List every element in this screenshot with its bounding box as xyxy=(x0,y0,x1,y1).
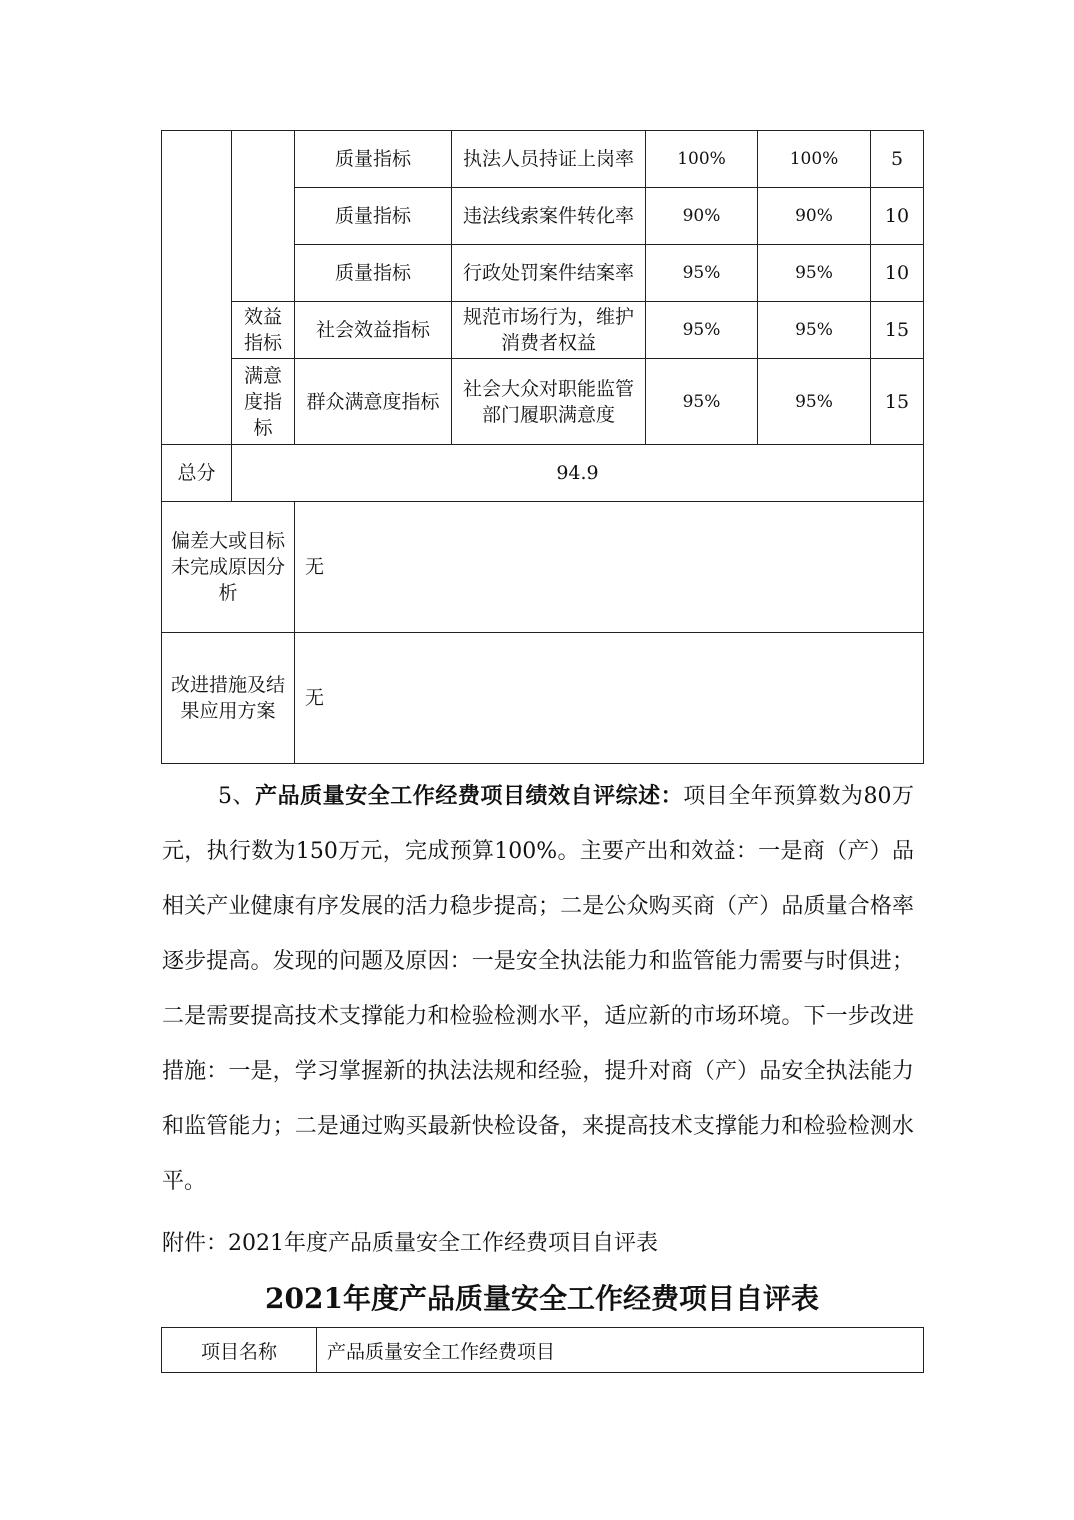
summary-body: 项目全年预算数为80万元，执行数为150万元，完成预算100%。主要产出和效益：一是商（产）品相关产业健康有序发展的活力稳步提高；二是公众购买商（产）品质量合格率逐步提高。发现的问题及原因：一是安全执法能力和监管能力需要与时俱进；二是需要提高技术支撑能力和检验检测水平，适应新的市场环境。下一步改进措施：一是，学习掌握新的执法法规和经验，提升对商（产）品安全执法能力和监管能力；二是通过购买最新快检设备，来提高技术支撑能力和检验检测水平。 xyxy=(162,784,914,1194)
score-cell: 5 xyxy=(871,131,924,188)
indicator-cell: 群众满意度指标 xyxy=(295,359,452,445)
category-cell: 效益指标 xyxy=(232,302,295,359)
table-row xyxy=(162,302,924,359)
table-row xyxy=(162,131,924,188)
total-row xyxy=(162,445,924,502)
score-cell: 15 xyxy=(871,359,924,445)
deviation-value: 无 xyxy=(295,502,924,633)
blank-cell xyxy=(232,131,295,302)
summary-prefix: 5、 xyxy=(218,784,256,809)
indicator-cell: 质量指标 xyxy=(295,131,452,188)
attachment-line: 附件：2021年度产品质量安全工作经费项目自评表 xyxy=(162,1231,658,1256)
target-cell: 90% xyxy=(646,188,758,245)
indicator-desc-cell: 规范市场行为，维护消费者权益 xyxy=(452,302,646,359)
category-cell: 满意度指标 xyxy=(232,359,295,445)
performance-indicator-table xyxy=(161,130,924,764)
indicator-desc-cell: 行政处罚案件结案率 xyxy=(452,245,646,302)
target-cell: 95% xyxy=(646,245,758,302)
target-cell: 95% xyxy=(646,359,758,445)
score-cell: 15 xyxy=(871,302,924,359)
deviation-label: 偏差大或目标未完成原因分析 xyxy=(162,502,295,633)
table-row xyxy=(162,359,924,445)
actual-cell: 95% xyxy=(758,245,871,302)
total-value: 94.9 xyxy=(232,445,924,502)
improvement-row xyxy=(162,633,924,764)
indicator-desc-cell: 社会大众对职能监管部门履职满意度 xyxy=(452,359,646,445)
indicator-desc-cell: 执法人员持证上岗率 xyxy=(452,131,646,188)
actual-cell: 95% xyxy=(758,302,871,359)
project-info-table xyxy=(161,1327,924,1373)
indicator-cell: 社会效益指标 xyxy=(295,302,452,359)
actual-cell: 90% xyxy=(758,188,871,245)
project-name-value: 产品质量安全工作经费项目 xyxy=(317,1328,924,1373)
improvement-label: 改进措施及结果应用方案 xyxy=(162,633,295,764)
indicator-cell: 质量指标 xyxy=(295,188,452,245)
actual-cell: 100% xyxy=(758,131,871,188)
project-name-label: 项目名称 xyxy=(162,1328,317,1373)
deviation-row xyxy=(162,502,924,633)
form-title: 2021年度产品质量安全工作经费项目自评表 xyxy=(265,1282,819,1315)
summary-heading: 产品质量安全工作经费项目绩效自评综述： xyxy=(255,783,684,809)
indicator-cell: 质量指标 xyxy=(295,245,452,302)
indicator-desc-cell: 违法线索案件转化率 xyxy=(452,188,646,245)
table-row xyxy=(162,1328,924,1373)
score-cell: 10 xyxy=(871,245,924,302)
summary-paragraph xyxy=(162,769,914,1209)
total-label: 总分 xyxy=(162,445,232,502)
target-cell: 95% xyxy=(646,302,758,359)
actual-cell: 95% xyxy=(758,359,871,445)
blank-cell xyxy=(162,131,232,445)
improvement-value: 无 xyxy=(295,633,924,764)
target-cell: 100% xyxy=(646,131,758,188)
score-cell: 10 xyxy=(871,188,924,245)
